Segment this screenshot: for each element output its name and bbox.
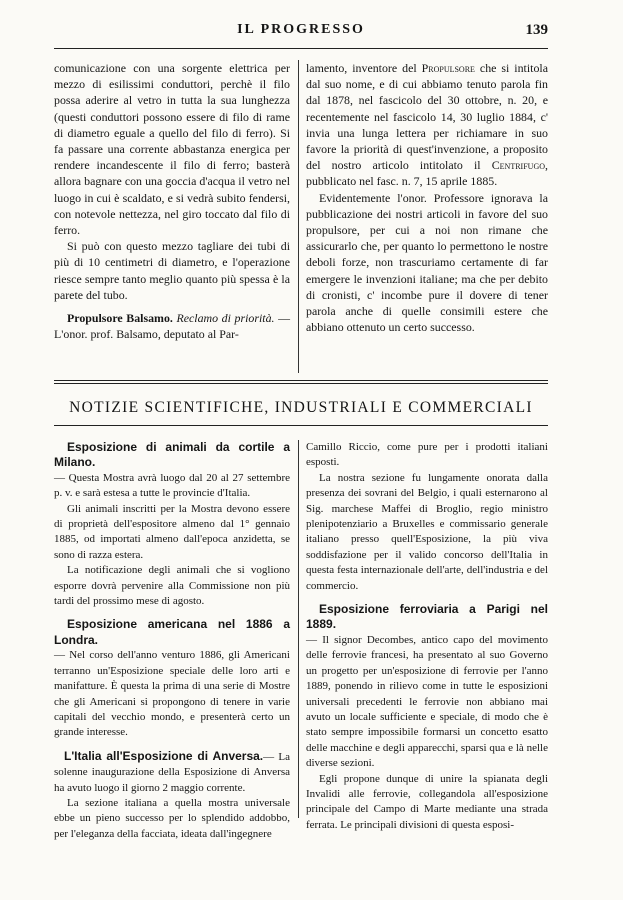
article-heading: L'Italia all'Esposizione di Anversa. — [64, 748, 264, 763]
paragraph: La sezione italiana a quella mostra universale ebbe un pieno successo per lo splendido addobbo, per l'eleganza della facciata, ideata dall'ingegnere — [54, 796, 290, 840]
paragraph: La notificazione degli animali che si vogliono esporre dovrà pervenire alla Commissione non più tardi del prossimo mese di agosto. — [54, 564, 290, 608]
paragraph: Si può con questo mezzo tagliare dei tubi di più di 10 centimetri di diametro, e l'operazione riesce sempre tanto meglio quanto più spessa è la parete del tubo. — [54, 239, 290, 302]
page-number: 139 — [525, 22, 548, 38]
text-run: pubblicato nel fasc. n. 7, 15 aprile 1885. — [306, 174, 498, 189]
small-caps-term: Propulsore — [421, 61, 475, 75]
paragraph: Egli propone dunque di unire la spianata degli Invalidi alle ferrovie, collegandola all'esposizione principale del Campo di Marte mediante una strada ferrata. Le principali divisioni di questa esposi- — [306, 772, 548, 831]
paragraph: — Nel corso dell'anno venturo 1886, gli Americani terranno un'Esposizione speciale delle loro arti e manifatture. È questa la prima di una serie di Mostre che gli Americani si propongono di tenere in varie capitali del vecchio mondo, e presenterà certo un grande interesse. — [54, 649, 290, 739]
paragraph — [306, 60, 548, 190]
section-rule — [54, 380, 548, 381]
paragraph-text: — La solenne inaugurazione della Esposizione di Anversa ha avuto luogo il giorno 2 maggio corrente. — [54, 750, 291, 794]
article-heading: Esposizione di animali da cortile a Milano. — [54, 440, 290, 470]
bottom-left-column — [54, 440, 290, 842]
column-divider-bottom — [298, 440, 299, 818]
section-title-rule — [54, 425, 548, 426]
paragraph: Camillo Riccio, come pure per i prodotti italiani esposti. — [306, 441, 548, 469]
article-subheading: Reclamo di priorità. — [176, 311, 275, 326]
section-title: NOTIZIE SCIENTIFICHE, INDUSTRIALI E COMMERCIALI — [69, 399, 533, 416]
article-heading: Esposizione americana nel 1886 a Londra. — [54, 617, 290, 647]
article-propulsore — [54, 310, 290, 342]
article-heading: Esposizione ferroviaria a Parigi nel 1889. — [306, 602, 548, 632]
running-header — [54, 22, 548, 46]
paragraph: — Questa Mostra avrà luogo dal 20 al 27 settembre p. v. e sarà estesa a tutte le provincie d'Italia. — [54, 471, 290, 500]
small-caps-term: Centrifugo, — [491, 158, 548, 173]
paragraph: Gli animali inscritti per la Mostra devono essere di proprietà dell'espositore almeno dal 1° gennaio 1885, od importati almeno dall'epoca anzidetta, se sono di razza estera. — [54, 502, 290, 561]
top-left-column — [54, 60, 290, 342]
section-rule — [54, 383, 548, 384]
paragraph: — Il signor Decombes, antico capo del movimento delle ferrovie francesi, ha presentato al suo Governo un progetto per un'esposizione di ferrovie per l'anno 1889, ponendo in rilievo come in tutte le esposizioni universali precedenti le ferrovie non abbiano mai avuto un locale sufficiente e speciale, di modo che è stato sempre impossibile formarsi un concetto esatto delle macchine e degli apparecchi, sparsi qua e là nelle diverse sezioni. — [306, 633, 548, 770]
text-run: che si intitola dal suo nome, e di cui abbiamo tenuto parola fin dal 1878, nel fascicolo del 30 ottobre, n. 20, e recentemente nel fascicolo 14, 30 luglio 1884, c' invia una lunga lettera per richiamare in suo favore la priorità di quest'invenzione, a proposito del nostro articolo intitolato il — [306, 61, 548, 173]
bottom-right-column — [306, 440, 548, 833]
text-run: lamento, inventore del — [306, 61, 417, 75]
article-heading: Propulsore Balsamo. — [67, 311, 173, 326]
journal-title: IL PROGRESSO — [237, 22, 365, 37]
top-right-column — [306, 60, 548, 335]
paragraph: comunicazione con una sorgente elettrica per mezzo di esilissimi conduttori, perchè il filo possa aderire al vetro in tutta la sua lunghezza (questi conduttori possono essere di filo di rame di diametro eguale a quello del filo di ferro). Si fa passare una corrente abbastanza energica per rendere incandescente il filo di ferro; basterà allora bagnare con una goccia d'acqua il vetro nel luogo in cui è scaldato, e si vedrà subito fendersi, con notevole nettezza, nel giro toccato dal filo di ferro. — [54, 61, 290, 238]
column-divider-top — [298, 60, 299, 373]
paragraph-text: — L'onor. prof. Balsamo, deputato al Par- — [54, 311, 290, 342]
paragraph: La nostra sezione fu lungamente onorata dalla presenza dei sovrani del Belgio, i quali esternarono al Sig. marchese Maffei di Broglio, regio ministro plenipotenziario a Bruxelles e commissario generale italiano presso quell'Esposizione, la più viva soddisfazione per il valido concorso dell'Italia in questa festa internazionale dell'arte, dell'industria e del commercio. — [306, 471, 548, 592]
article-anversa — [54, 749, 290, 796]
header-rule — [54, 48, 548, 49]
paragraph: Evidentemente l'onor. Professore ignorava la pubblicazione dei nostri articoli in favore del suo propulsore, per cui a noi non rimane che assicurarlo che, per quanto lo permettono le nostre deboli forze, non trascuriamo certamente di far emergere le invenzioni italiane; ma che per debito di cronisti, c' incombe pure il dovere di tener parola anche di quelle consimili estere che abbiano ottenuto un certo successo. — [306, 190, 548, 335]
